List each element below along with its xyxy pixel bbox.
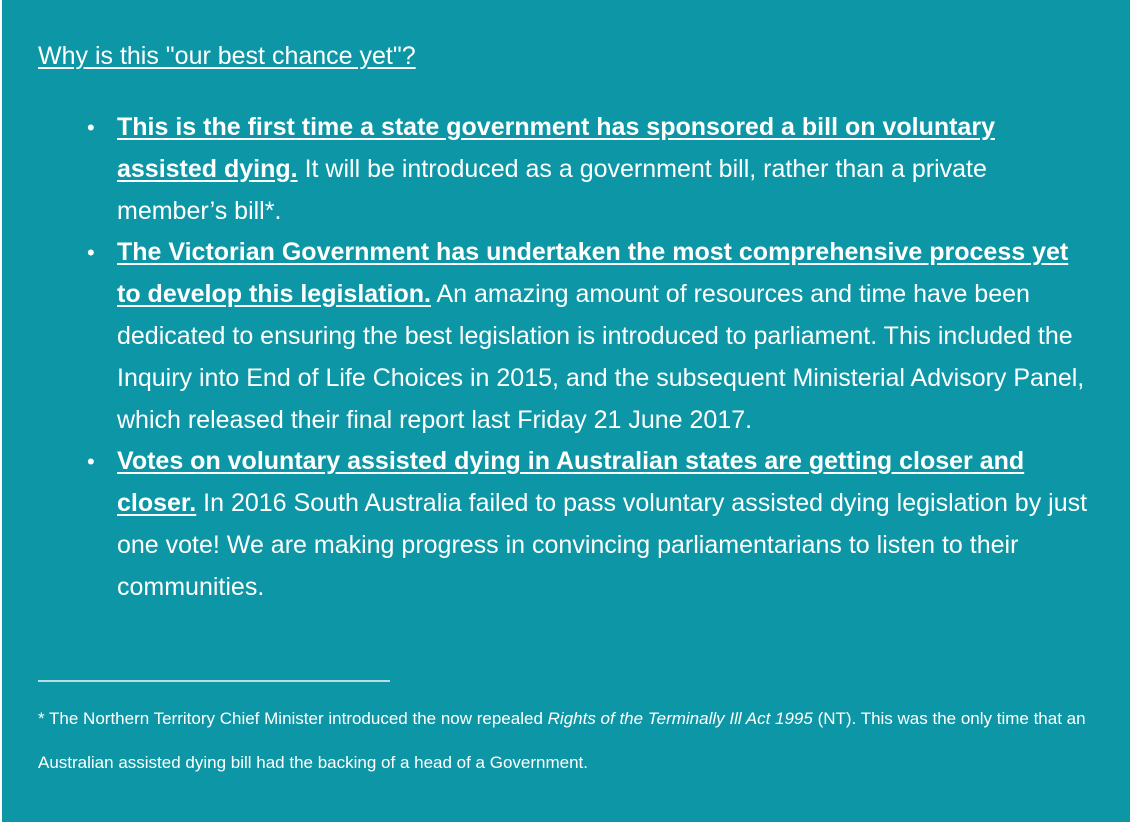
reason-text: An amazing amount of resources and time have been dedicated to ensuring the best legislation is introduced to parliament. This included the Inquiry into End of Life Choices in 2015, and the subsequent Ministerial Advisory Panel, which released their final report last Friday 21 June 2017.	[117, 280, 1085, 434]
footnote-divider	[38, 680, 390, 682]
bullet: •	[87, 449, 95, 475]
footnote	[38, 697, 1108, 785]
reasons-list	[87, 107, 1092, 609]
bullet: •	[87, 240, 95, 266]
first-state-government-bill-link[interactable]: This is the first time a state government has sponsored a bill on voluntary assisted dying.	[117, 113, 995, 183]
best-chance-heading-link[interactable]: Why is this "our best chance yet"?	[38, 42, 416, 70]
comprehensive-process-link[interactable]: The Victorian Government has undertaken the most comprehensive process yet to develop this legislation.	[117, 238, 1069, 309]
content-panel	[2, 0, 1130, 822]
list-item	[87, 441, 1092, 608]
bullet: •	[87, 115, 95, 140]
footnote-text-before: * The Northern Territory Chief Minister introduced the now repealed	[38, 709, 548, 728]
reason-text: It will be introduced as a government bill, rather than a private member’s bill*.	[117, 154, 987, 225]
list-item	[87, 232, 1092, 441]
reason-text: In 2016 South Australia failed to pass voluntary assisted dying legislation by just one vote! We are making progress in convincing parliamentarians to listen to their communities.	[117, 489, 1088, 601]
votes-getting-closer-link[interactable]: Votes on voluntary assisted dying in Australian states are getting closer and closer.	[117, 447, 1025, 518]
act-title: Rights of the Terminally Ill Act 1995	[547, 709, 813, 728]
list-item	[87, 107, 1092, 232]
footnote-text-after: (NT). This was the only time that an Australian assisted dying bill had the backing of a head of a Government.	[38, 709, 1086, 772]
